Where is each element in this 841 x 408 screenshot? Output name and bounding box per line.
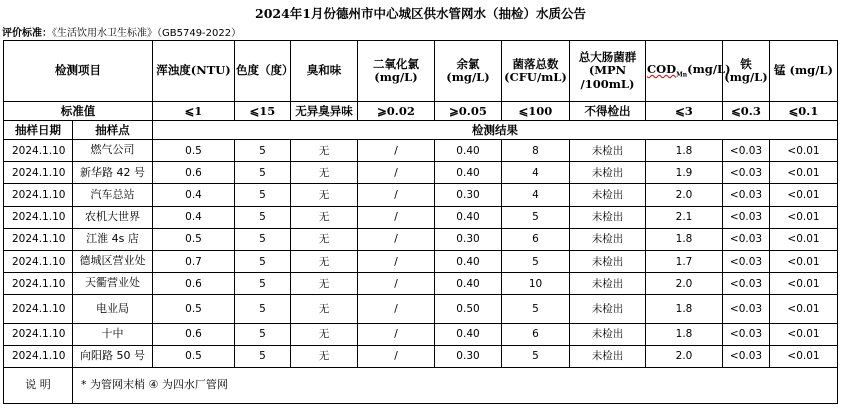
criteria-line [2,24,241,39]
result-cell: <0.01 [770,250,838,272]
result-cell: / [358,140,435,162]
result-cell: 0.40 [435,206,502,228]
standard-label: 标准值 [4,102,153,121]
result-cell: <0.01 [770,162,838,184]
sample-date: 2024.1.10 [4,206,73,228]
result-cell: 0.6 [153,323,235,345]
result-cell: 无 [291,162,358,184]
table-row [4,295,838,323]
table-row [4,206,838,228]
result-cell: <0.03 [723,273,770,295]
result-cell: 0.7 [153,250,235,272]
result-cell: 5 [502,345,570,367]
standard-value: ⩽3 [646,102,723,121]
header-odor: 臭和味 [291,41,358,102]
result-cell: 未检出 [570,206,646,228]
result-cell: 8 [502,140,570,162]
result-cell: 未检出 [570,295,646,323]
result-cell: 5 [235,323,291,345]
subheader-row [4,121,838,140]
standard-value: 无异臭异味 [291,102,358,121]
result-cell: 6 [502,323,570,345]
result-cell: 5 [235,228,291,250]
table-row [4,323,838,345]
table-row [4,345,838,367]
result-cell: 未检出 [570,345,646,367]
subheader-date: 抽样日期 [4,121,73,140]
result-cell: 5 [235,184,291,206]
result-cell: 未检出 [570,184,646,206]
result-cell: 2.0 [646,184,723,206]
header-cod [646,41,731,102]
result-cell: 无 [291,273,358,295]
sample-site: 汽车总站 [73,184,153,206]
standard-row [4,102,838,121]
result-cell: 未检出 [570,228,646,250]
note-row [4,368,838,404]
result-cell: <0.01 [770,228,838,250]
sample-date: 2024.1.10 [4,140,73,162]
result-cell: 0.40 [435,250,502,272]
header-iron: 铁 (mg/L) [723,41,770,102]
cod-unit: (mg/L) [687,62,731,76]
result-cell: <0.03 [723,162,770,184]
result-cell: <0.01 [770,184,838,206]
sample-date: 2024.1.10 [4,162,73,184]
result-cell: 5 [235,273,291,295]
result-cell: 未检出 [570,250,646,272]
result-cell: 无 [291,323,358,345]
result-cell: 0.5 [153,140,235,162]
result-cell: / [358,345,435,367]
result-cell: 5 [235,295,291,323]
result-cell: 0.40 [435,273,502,295]
header-turbidity: 浑浊度(NTU) [153,41,235,102]
result-cell: / [358,295,435,323]
result-cell: 5 [235,140,291,162]
result-cell: 未检出 [570,162,646,184]
result-cell: 0.40 [435,323,502,345]
table-row [4,162,838,184]
result-cell: / [358,206,435,228]
result-cell: 0.40 [435,162,502,184]
result-cell: 5 [502,295,570,323]
result-cell: 0.6 [153,273,235,295]
result-cell: 无 [291,206,358,228]
table-row [4,228,838,250]
cod-base: COD [647,62,677,76]
result-cell: / [358,323,435,345]
result-cell: 未检出 [570,323,646,345]
result-cell: 0.5 [153,228,235,250]
sample-date: 2024.1.10 [4,345,73,367]
note-text: * 为管网末梢 ④ 为四水厂管网 [73,368,838,404]
header-chlorine-dioxide: 二氧化氯 (mg/L) [358,41,435,102]
result-cell: 1.9 [646,162,723,184]
result-cell: 4 [502,162,570,184]
note-label: 说 明 [4,368,73,404]
sample-date: 2024.1.10 [4,295,73,323]
result-cell: 1.8 [646,228,723,250]
result-cell: / [358,273,435,295]
sample-site: 天衢营业处 [73,273,153,295]
table-row [4,184,838,206]
result-cell: <0.03 [723,250,770,272]
result-cell: 5 [235,206,291,228]
sample-date: 2024.1.10 [4,184,73,206]
standard-value: ⩾0.05 [435,102,502,121]
subheader-results: 检测结果 [153,121,838,140]
result-cell: 2.0 [646,345,723,367]
standard-value: ⩽1 [153,102,235,121]
result-cell: <0.01 [770,206,838,228]
result-cell: 5 [502,250,570,272]
result-cell: <0.03 [723,323,770,345]
result-cell: 0.30 [435,345,502,367]
result-cell: / [358,162,435,184]
standard-value: ⩽15 [235,102,291,121]
result-cell: 0.30 [435,228,502,250]
result-cell: <0.03 [723,228,770,250]
result-cell: 0.50 [435,295,502,323]
result-cell: <0.01 [770,295,838,323]
sample-site: 新华路 42 号 [73,162,153,184]
result-cell: 6 [502,228,570,250]
criteria-value: 《生活饮用水卫生标准》（GB5749-2022） [52,28,242,39]
result-cell: 0.5 [153,295,235,323]
header-coliform: 总大肠菌群 (MPN /100mL) [570,41,646,102]
result-cell: 无 [291,250,358,272]
sample-site: 十中 [73,323,153,345]
result-cell: 无 [291,228,358,250]
result-cell: 5 [502,206,570,228]
header-colony: 菌落总数 (CFU/mL) [502,41,570,102]
result-cell: 0.5 [153,345,235,367]
standard-value: ⩽0.1 [770,102,838,121]
sample-site: 向阳路 50 号 [73,345,153,367]
result-cell: <0.01 [770,273,838,295]
result-cell: <0.01 [770,140,838,162]
result-cell: 1.8 [646,295,723,323]
result-cell: 0.30 [435,184,502,206]
standard-value: ⩾0.02 [358,102,435,121]
table-row [4,273,838,295]
result-cell: 无 [291,345,358,367]
result-cell: 4 [502,184,570,206]
sample-date: 2024.1.10 [4,273,73,295]
result-cell: <0.03 [723,295,770,323]
sample-date: 2024.1.10 [4,228,73,250]
sample-date: 2024.1.10 [4,323,73,345]
result-cell: 5 [235,250,291,272]
result-cell: <0.03 [723,345,770,367]
result-cell: 0.4 [153,184,235,206]
result-cell: 未检出 [570,273,646,295]
result-cell: / [358,184,435,206]
standard-value: 不得检出 [570,102,646,121]
result-cell: 1.7 [646,250,723,272]
result-cell: <0.03 [723,140,770,162]
result-cell: <0.01 [770,323,838,345]
result-cell: 10 [502,273,570,295]
sample-site: 德城区营业处 [73,250,153,272]
result-cell: 2.1 [646,206,723,228]
sample-site: 农机大世界 [73,206,153,228]
result-cell: <0.03 [723,184,770,206]
result-cell: 0.6 [153,162,235,184]
result-cell: 未检出 [570,140,646,162]
result-cell: / [358,250,435,272]
standard-value: ⩽0.3 [723,102,770,121]
result-cell: 无 [291,295,358,323]
header-manganese: 锰 (mg/L) [770,41,838,102]
page-title: 2024年1月份德州市中心城区供水管网水（抽检）水质公告 [255,6,586,21]
result-cell: 1.8 [646,323,723,345]
result-cell: 1.8 [646,140,723,162]
result-cell: 2.0 [646,273,723,295]
result-cell: 0.40 [435,140,502,162]
result-cell: 无 [291,140,358,162]
header-row [4,41,838,102]
sample-date: 2024.1.10 [4,250,73,272]
standard-value: ⩽100 [502,102,570,121]
subheader-site: 抽样点 [73,121,153,140]
sample-site: 电业局 [73,295,153,323]
result-cell: 无 [291,184,358,206]
result-cell: 0.4 [153,206,235,228]
result-cell: 5 [235,345,291,367]
criteria-label: 评价标准： [2,28,52,39]
header-color: 色度（度） [235,41,291,102]
header-residual-chlorine: 余氯 (mg/L) [435,41,502,102]
sample-site: 燃气公司 [73,140,153,162]
sample-site: 江淮 4s 店 [73,228,153,250]
result-cell: <0.01 [770,345,838,367]
result-cell: <0.03 [723,206,770,228]
water-quality-table [3,40,838,404]
table-row [4,250,838,272]
result-cell: / [358,228,435,250]
cod-sub: Mn [676,71,688,79]
result-cell: 5 [235,162,291,184]
table-row [4,140,838,162]
header-item: 检测项目 [4,41,153,102]
